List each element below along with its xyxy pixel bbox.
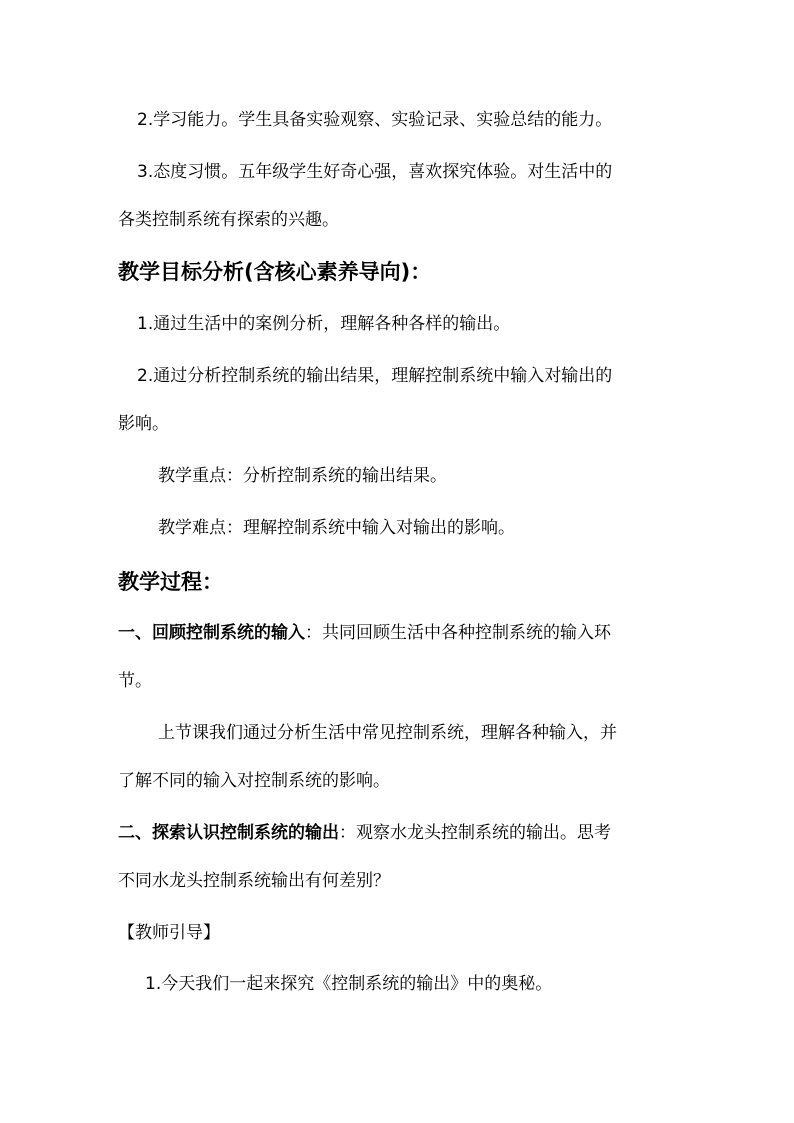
section-1-cont: 节。 bbox=[118, 671, 152, 691]
heading-objectives: 教学目标分析(含核心素养导向)： bbox=[118, 260, 432, 284]
section-1-text: ：共同回顾生活中各种控制系统的输入环 bbox=[305, 623, 611, 643]
teacher-guide-label: 【教师引导】 bbox=[118, 923, 220, 943]
section-2 bbox=[118, 821, 611, 845]
section-2-text: ：观察水龙头控制系统的输出。思考 bbox=[339, 823, 611, 843]
ability-item-3-cont: 各类控制系统有探索的兴趣。 bbox=[118, 210, 339, 230]
section-2-title: 二、探索认识控制系统的输出 bbox=[118, 823, 339, 843]
section-1-title: 一、回顾控制系统的输入 bbox=[118, 623, 305, 643]
ability-item-3: 3.态度习惯。五年级学生好奇心强，喜欢探究体验。对生活中的 bbox=[137, 162, 613, 182]
section-1 bbox=[118, 621, 611, 645]
ability-item-2: 2.学习能力。学生具备实验观察、实验记录、实验总结的能力。 bbox=[137, 110, 613, 130]
paragraph-review-cont: 了解不同的输入对控制系统的影响。 bbox=[118, 771, 390, 791]
objective-item-2: 2.通过分析控制系统的输出结果，理解控制系统中输入对输出的 bbox=[137, 366, 613, 386]
objective-item-1: 1.通过生活中的案例分析，理解各种各样的输出。 bbox=[137, 314, 511, 334]
objective-item-2-cont: 影响。 bbox=[118, 414, 169, 434]
key-point: 教学重点：分析控制系统的输出结果。 bbox=[158, 466, 447, 486]
paragraph-review: 上节课我们通过分析生活中常见控制系统，理解各种输入，并 bbox=[158, 723, 617, 743]
difficult-point: 教学难点：理解控制系统中输入对输出的影响。 bbox=[158, 518, 515, 538]
teacher-guide-item-1: 1.今天我们一起来探究《控制系统的输出》中的奥秘。 bbox=[145, 974, 553, 994]
section-2-cont: 不同水龙头控制系统输出有何差别？ bbox=[118, 871, 390, 891]
heading-process: 教学过程： bbox=[118, 570, 223, 594]
